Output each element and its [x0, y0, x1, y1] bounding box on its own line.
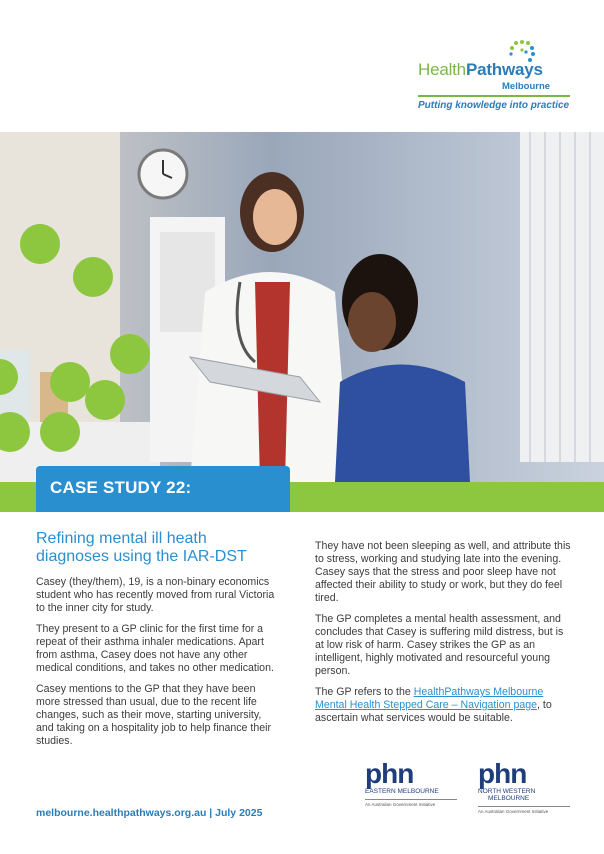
logo-word-health: Health [418, 60, 466, 79]
phn-nw-gov-note: An Australian Government Initiative [478, 806, 570, 814]
phn-eastern-wordmark: phn [365, 758, 414, 789]
logo-wordmark [418, 60, 543, 80]
paragraph-6-tail: , to ascertain what services would be suitable. [315, 699, 552, 724]
phn-eastern-region: EASTERN MELBOURNE [365, 788, 439, 795]
phn-nw-region-1: NORTH WESTERN [478, 788, 536, 795]
logo-subtitle: Melbourne [502, 81, 551, 92]
phn-nw-wordmark: phn [478, 758, 527, 789]
paragraph-2: They present to a GP clinic for the first time for a repeat of their asthma inhaler medications. Apart from asthma, Casey does not have any other medical conditions, and takes no other medication. [36, 623, 274, 674]
phn-eastern-melbourne-logo [365, 760, 457, 807]
footer-url[interactable]: melbourne.healthpathways.org.au | July 2025 [36, 807, 263, 819]
mental-health-stepped-care-link[interactable]: HealthPathways Melbourne Mental Health Stepped Care – Navigation page [315, 686, 544, 711]
paragraph-6 [315, 686, 573, 725]
logo-word-pathways: Pathways [465, 60, 543, 79]
logo-divider [418, 95, 570, 97]
logo-tagline: Putting knowledge into practice [418, 100, 570, 111]
phn-north-western-melbourne-logo [478, 760, 570, 814]
paragraph-1: Casey (they/them), 19, is a non-binary economics student who has recently moved from rural Victoria to the inner city for study. [36, 576, 275, 614]
article-title: Refining mental ill heath diagnoses using the IAR-DST [36, 530, 247, 565]
phn-nw-region-2: MELBOURNE [488, 795, 530, 802]
case-study-banner [36, 466, 290, 512]
paragraph-6-lead: The GP refers to the [315, 686, 414, 698]
paragraph-4: They have not been sleeping as well, and attribute this to stress, working and studying late into the evening. Casey says that the stress and poor sleep have not affected their ability to study or work, but they do feel tired. [315, 540, 571, 604]
hero-photo [0, 132, 604, 482]
article-right-column [315, 540, 573, 733]
article-left-column [36, 530, 278, 756]
paragraph-5: The GP completes a mental health assessment, and concludes that Casey is suffering mild distress, but is at low risk of harm. Casey strikes the GP as an intelligent, highly motivated and resourceful young person. [315, 613, 564, 677]
paragraph-3: Casey mentions to the GP that they have been more stressed than usual, due to the recent life changes, such as their move, starting university, and taking on a hospitality job to help finance their studies. [36, 683, 271, 747]
clinic-scene-image [0, 132, 604, 482]
phn-eastern-gov-note: An Australian Government Initiative [365, 799, 457, 807]
case-study-label: CASE STUDY 22: [50, 478, 192, 497]
